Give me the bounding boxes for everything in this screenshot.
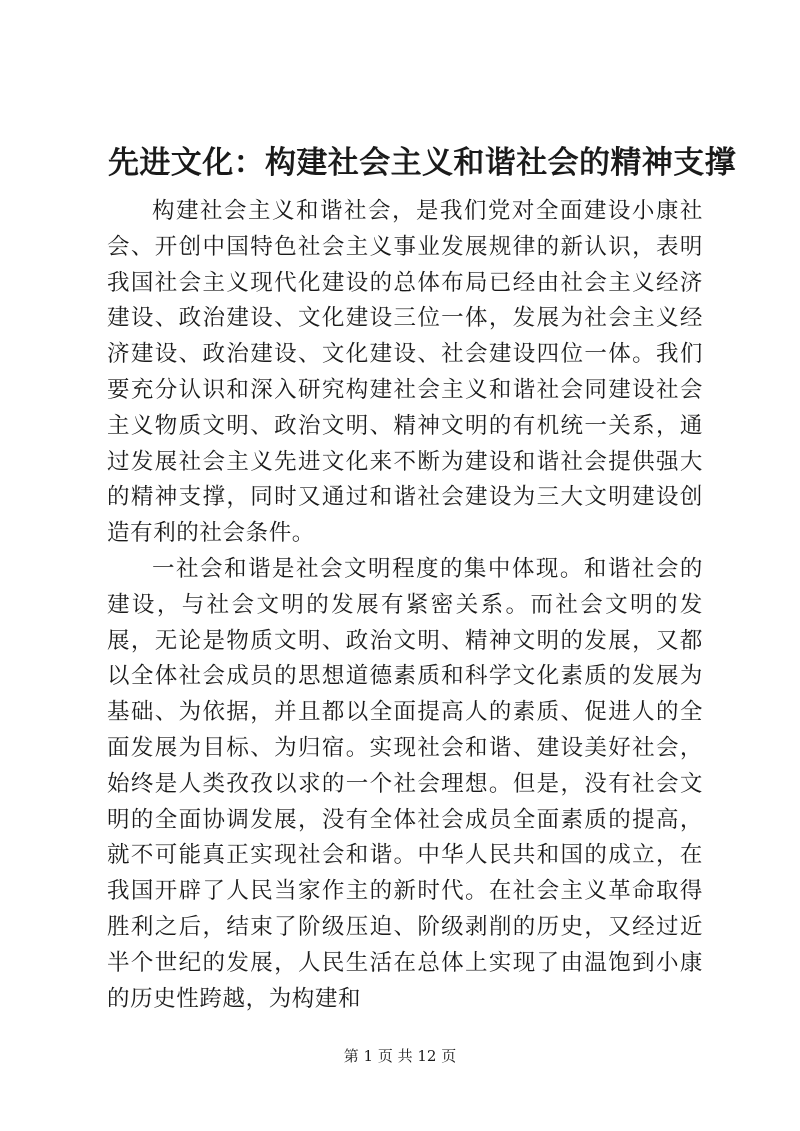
document-title: 先进文化：构建社会主义和谐社会的精神支撑 — [108, 145, 736, 181]
paragraph: 构建社会主义和谐社会，是我们党对全面建设小康社会、开创中国特色社会主义事业发展规律的新认识，表明我国社会主义现代化建设的总体布局已经由社会主义经济建设、政治建设、文化建设三位一体，发展为社会主义经济建设、政治建设、文化建设、社会建设四位一体。我们要充分认识和深入研究构建社会主义和谐社会同建设社会主义物质文明、政治文明、精神文明的有机统一关系，通过发展社会主义先进文化来不断为建设和谐社会提供强大的精神支撑，同时又通过和谐社会建设为三大文明建设创造有利的社会条件。 — [107, 198, 703, 547]
document-body — [107, 194, 703, 1017]
paragraph: 一社会和谐是社会文明程度的集中体现。和谐社会的建设，与社会文明的发展有紧密关系。而社会文明的发展，无论是物质文明、政治文明、精神文明的发展，又都以全体社会成员的思想道德素质和科学文化素质的发展为基础、为依据，并且都以全面提高人的素质、促进人的全面发展为目标、为归宿。实现社会和谐、建设美好社会，始终是人类孜孜以求的一个社会理想。但是，没有社会文明的全面协调发展，没有全体社会成员全面素质的提高，就不可能真正实现社会和谐。中华人民共和国的成立，在我国开辟了人民当家作主的新时代。在社会主义革命取得胜利之后，结束了阶级压迫、阶级剥削的历史，又经过近半个世纪的发展，人民生活在总体上实现了由温饱到小康的历史性跨越，为构建和 — [107, 555, 703, 1012]
page-footer: 第 1 页 共 12 页 — [343, 1047, 457, 1065]
